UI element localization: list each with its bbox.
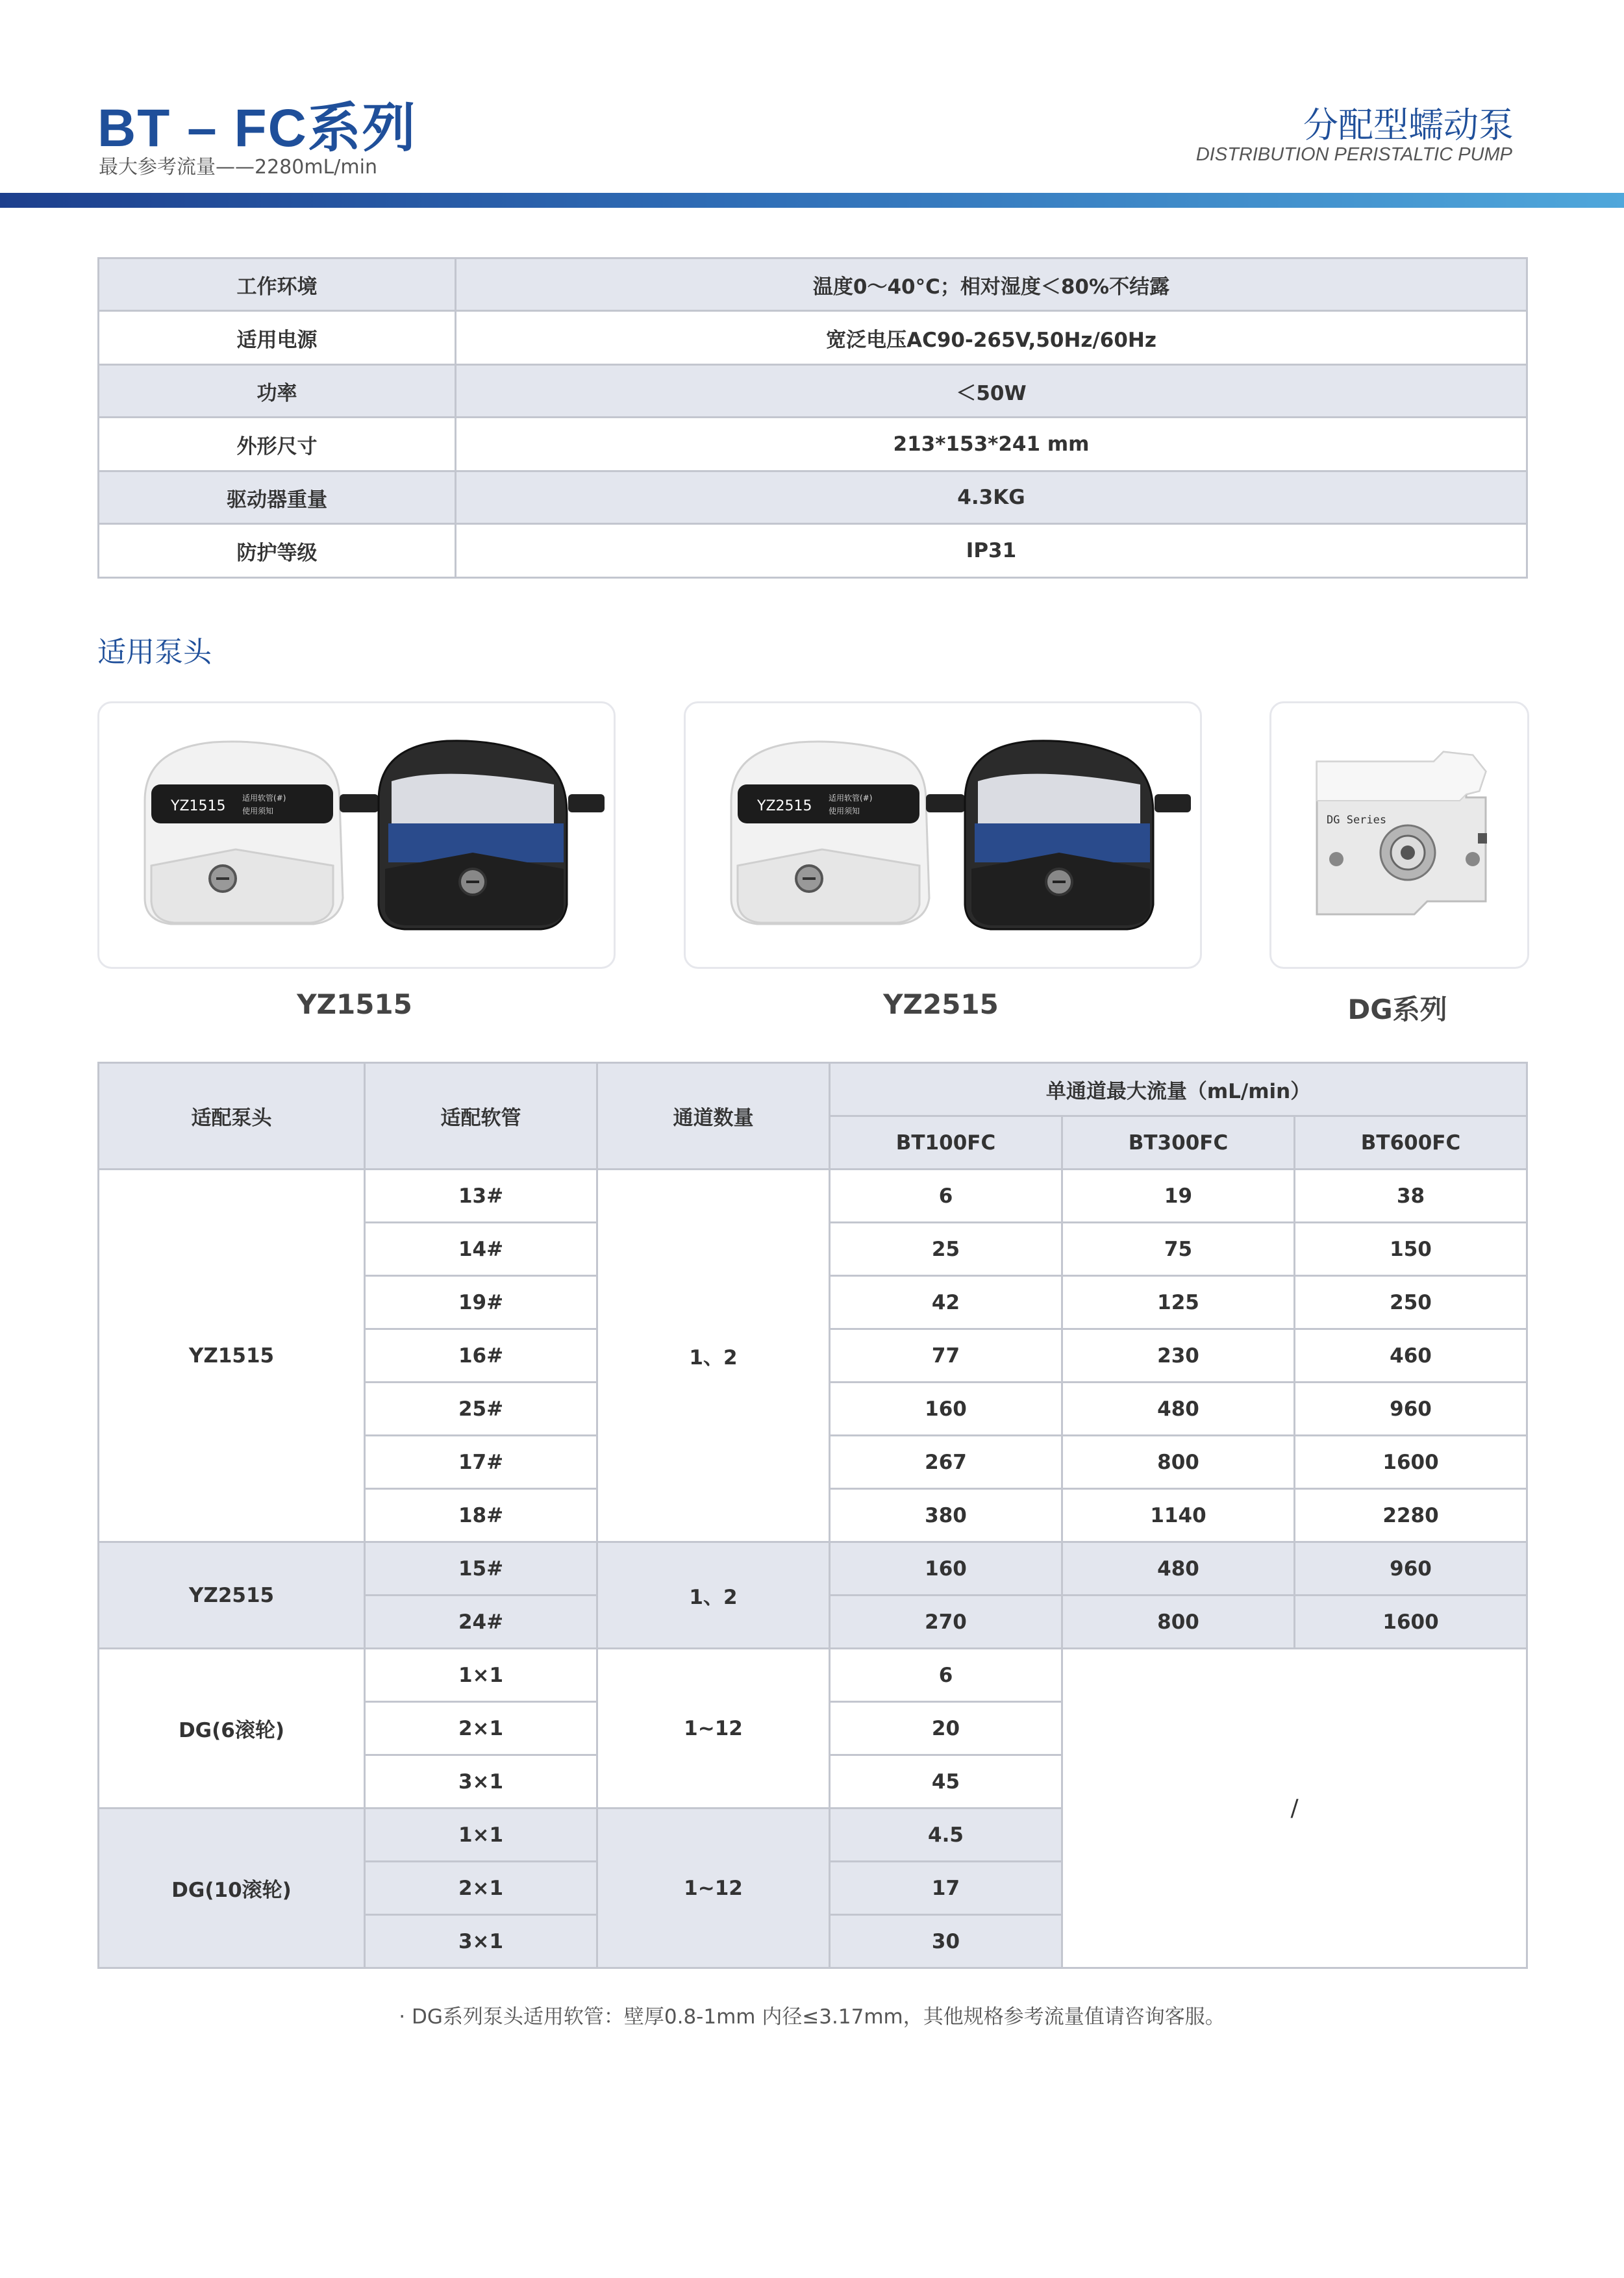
cell-flow: 2280 <box>1295 1489 1527 1542</box>
category-title: 分配型蠕动泵 <box>1303 105 1514 145</box>
pump-badge-text: YZ1515 <box>171 798 226 814</box>
spec-label: 适用电源 <box>99 311 456 365</box>
flow-rate-table <box>97 1062 1528 1969</box>
spec-value: 213*153*241 mm <box>456 418 1527 471</box>
cell-flow: 160 <box>830 1542 1062 1596</box>
cell-not-applicable: / <box>1062 1649 1527 1968</box>
footnote: · DG系列泵头适用软管：壁厚0.8-1mm 内径≤3.17mm，其他规格参考流量值请咨询客服。 <box>399 2005 1225 2029</box>
cell-pump-head: DG(6滚轮) <box>99 1649 365 1809</box>
pump-head-label: YZ1515 <box>297 988 412 1020</box>
cell-flow: 125 <box>1062 1276 1295 1329</box>
cell-flow: 75 <box>1062 1223 1295 1276</box>
cell-flow: 1600 <box>1295 1436 1527 1489</box>
cell-flow: 17 <box>830 1862 1062 1915</box>
cell-tube: 17# <box>365 1436 597 1489</box>
cell-tube: 3×1 <box>365 1915 597 1968</box>
spec-row <box>99 524 1527 578</box>
cell-flow: 150 <box>1295 1223 1527 1276</box>
pump-badge-text: DG Series <box>1327 814 1387 827</box>
cell-flow: 230 <box>1062 1329 1295 1383</box>
cell-channels: 1、2 <box>597 1542 830 1649</box>
col-header-pump-head: 适配泵头 <box>99 1063 365 1170</box>
pump-badge-text: YZ2515 <box>757 798 812 814</box>
header-gradient-bar <box>0 193 1624 208</box>
spec-row <box>99 418 1527 471</box>
cell-flow: 480 <box>1062 1383 1295 1436</box>
cell-tube: 16# <box>365 1329 597 1383</box>
cell-tube: 14# <box>365 1223 597 1276</box>
cell-flow: 77 <box>830 1329 1062 1383</box>
pump-head-label: DG系列 <box>1347 994 1447 1025</box>
cell-flow: 38 <box>1295 1170 1527 1223</box>
cell-flow: 800 <box>1062 1436 1295 1489</box>
pump-sticker-text: 使用须知 <box>829 807 860 816</box>
col-header-channels: 通道数量 <box>597 1063 830 1170</box>
pump-head-card-yz2515 <box>684 701 1202 969</box>
spec-value: 温度0～40°C；相对湿度＜80%不结露 <box>456 258 1527 311</box>
cell-tube: 24# <box>365 1596 597 1649</box>
table-row <box>99 1649 1527 1702</box>
cell-tube: 18# <box>365 1489 597 1542</box>
table-row <box>99 1170 1527 1223</box>
cell-tube: 15# <box>365 1542 597 1596</box>
spec-label: 工作环境 <box>99 258 456 311</box>
col-header-tube: 适配软管 <box>365 1063 597 1170</box>
cell-flow: 960 <box>1295 1383 1527 1436</box>
col-header-model: BT300FC <box>1062 1116 1295 1170</box>
cell-flow: 270 <box>830 1596 1062 1649</box>
cell-channels: 1、2 <box>597 1170 830 1542</box>
section-title: 适用泵头 <box>97 636 212 669</box>
table-row <box>99 1542 1527 1596</box>
cell-flow: 45 <box>830 1755 1062 1809</box>
col-header-model: BT600FC <box>1295 1116 1527 1170</box>
page-title: BT – FC系列 <box>97 99 417 158</box>
cell-pump-head: YZ2515 <box>99 1542 365 1649</box>
pump-sticker-text: 适用软管(#) <box>829 794 873 803</box>
cell-flow: 250 <box>1295 1276 1527 1329</box>
cell-flow: 6 <box>830 1170 1062 1223</box>
spec-row <box>99 311 1527 365</box>
table-header-row <box>99 1063 1527 1116</box>
pump-head-image-dg <box>1271 703 1527 967</box>
cell-channels: 1~12 <box>597 1809 830 1968</box>
spec-row <box>99 365 1527 418</box>
category-title-en: DISTRIBUTION PERISTALTIC PUMP <box>1195 144 1512 165</box>
cell-flow: 267 <box>830 1436 1062 1489</box>
cell-flow: 19 <box>1062 1170 1295 1223</box>
spec-row <box>99 471 1527 524</box>
cell-tube: 1×1 <box>365 1649 597 1702</box>
pump-sticker-text: 适用软管(#) <box>242 794 286 803</box>
pump-head-label: YZ2515 <box>883 988 999 1020</box>
pump-head-image-yz2515 <box>686 703 1200 967</box>
page-subtitle: 最大参考流量——2280mL/min <box>99 156 377 179</box>
spec-label: 功率 <box>99 365 456 418</box>
pump-head-image-yz1515 <box>99 703 614 967</box>
col-header-model: BT100FC <box>830 1116 1062 1170</box>
cell-flow: 25 <box>830 1223 1062 1276</box>
cell-flow: 4.5 <box>830 1809 1062 1862</box>
spec-value: ＜50W <box>456 365 1527 418</box>
pump-sticker-text: 使用须知 <box>242 807 274 816</box>
col-header-max-flow: 单通道最大流量（mL/min） <box>830 1063 1527 1116</box>
pump-head-card-yz1515 <box>97 701 616 969</box>
spec-row <box>99 258 1527 311</box>
spec-value: 宽泛电压AC90-265V,50Hz/60Hz <box>456 311 1527 365</box>
spec-value: 4.3KG <box>456 471 1527 524</box>
cell-flow: 20 <box>830 1702 1062 1755</box>
cell-flow: 1140 <box>1062 1489 1295 1542</box>
cell-flow: 160 <box>830 1383 1062 1436</box>
spec-label: 外形尺寸 <box>99 418 456 471</box>
cell-flow: 380 <box>830 1489 1062 1542</box>
cell-flow: 460 <box>1295 1329 1527 1383</box>
cell-flow: 1600 <box>1295 1596 1527 1649</box>
cell-flow: 480 <box>1062 1542 1295 1596</box>
cell-pump-head: YZ1515 <box>99 1170 365 1542</box>
cell-flow: 800 <box>1062 1596 1295 1649</box>
cell-tube: 1×1 <box>365 1809 597 1862</box>
cell-tube: 25# <box>365 1383 597 1436</box>
cell-flow: 960 <box>1295 1542 1527 1596</box>
pump-head-card-dg <box>1269 701 1529 969</box>
cell-flow: 6 <box>830 1649 1062 1702</box>
spec-table <box>97 257 1528 579</box>
cell-tube: 19# <box>365 1276 597 1329</box>
cell-tube: 2×1 <box>365 1862 597 1915</box>
spec-label: 防护等级 <box>99 524 456 578</box>
spec-label: 驱动器重量 <box>99 471 456 524</box>
cell-channels: 1~12 <box>597 1649 830 1809</box>
cell-flow: 30 <box>830 1915 1062 1968</box>
cell-pump-head: DG(10滚轮) <box>99 1809 365 1968</box>
cell-tube: 2×1 <box>365 1702 597 1755</box>
cell-tube: 3×1 <box>365 1755 597 1809</box>
cell-flow: 42 <box>830 1276 1062 1329</box>
spec-value: IP31 <box>456 524 1527 578</box>
cell-tube: 13# <box>365 1170 597 1223</box>
